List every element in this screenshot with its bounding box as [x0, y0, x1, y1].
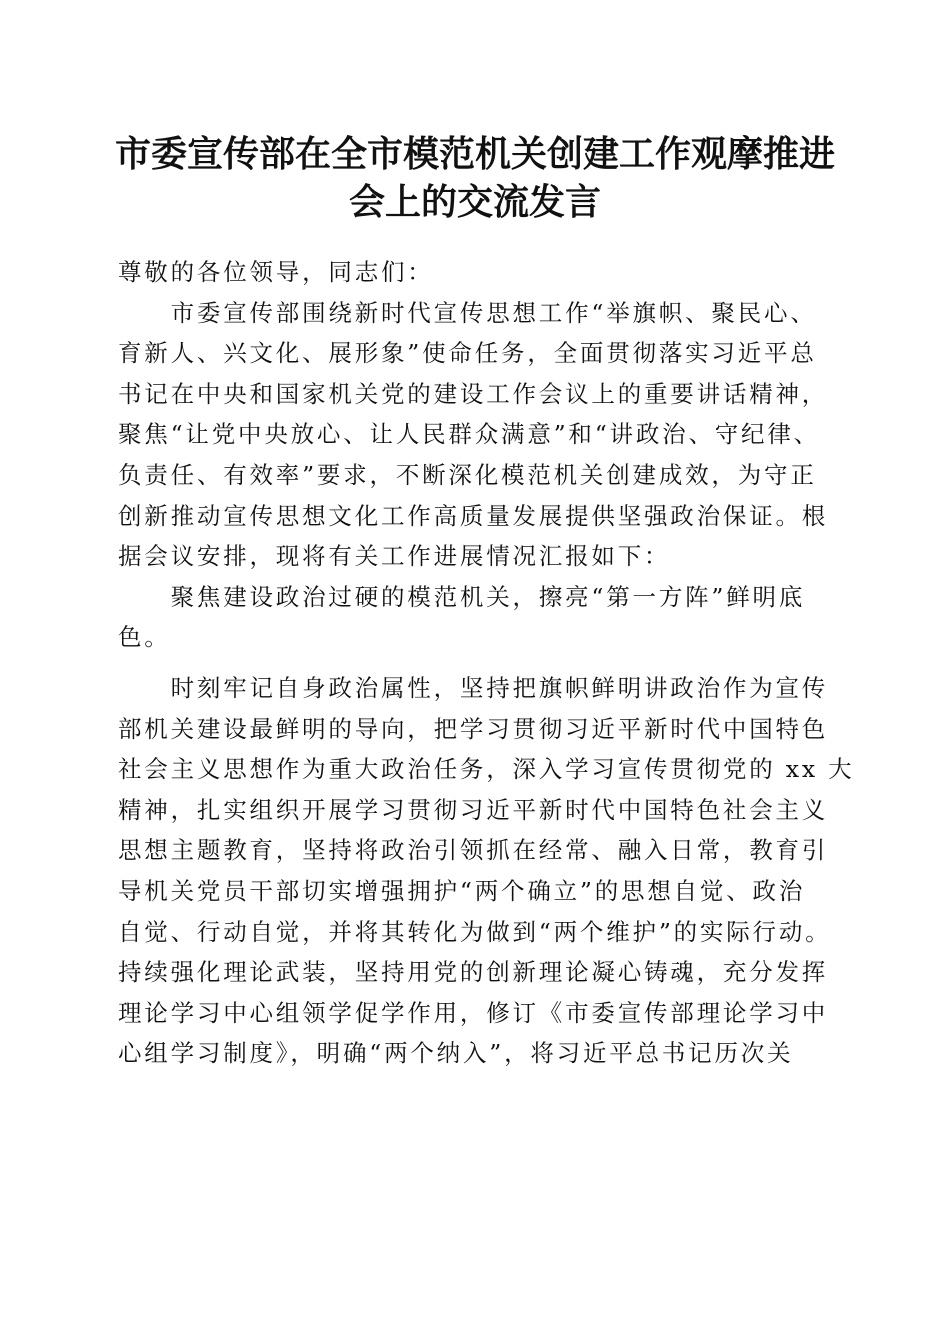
paragraph-line: 理论学习中心组领学促学作用，修订《市委宣传部理论学习中: [118, 998, 829, 1027]
salutation: 尊敬的各位领导，同志们：: [118, 258, 434, 286]
heading-line: 色。: [118, 623, 171, 652]
paragraph-line: 心组学习制度》，明确“两个纳入”，将习近平总书记历次关: [118, 1039, 794, 1068]
paragraph-line: 负责任、有效率”要求，不断深化模范机关创建成效，为守正: [118, 460, 817, 489]
section-heading: [118, 577, 838, 658]
paragraph-intro: [118, 293, 838, 577]
paragraph-line: 部机关建设最鲜明的导向，把学习贯彻习近平新时代中国特色: [118, 714, 829, 743]
paragraph-line: 时刻牢记自身政治属性，坚持把旗帜鲜明讲政治作为宣传: [118, 673, 829, 702]
paragraph-spacer: [118, 658, 838, 668]
paragraph-line: 创新推动宣传思想文化工作高质量发展提供坚强政治保证。根: [118, 501, 829, 530]
paragraph-political: [118, 668, 855, 1074]
paragraph-line: 据会议安排，现将有关工作进展情况汇报如下：: [118, 542, 671, 571]
paragraph-line: 精神，扎实组织开展学习贯彻习近平新时代中国特色社会主义: [118, 795, 829, 824]
document-title: [100, 130, 850, 226]
paragraph-line: 社会主义思想作为重大政治任务，深入学习宣传贯彻党的 xx 大: [118, 755, 855, 784]
paragraph-line: 市委宣传部围绕新时代宣传思想工作“举旗帜、聚民心、: [118, 298, 817, 327]
title-line-2: 会上的交流发言: [348, 181, 601, 223]
heading-line: 聚焦建设政治过硬的模范机关，擦亮“第一方阵”鲜明底: [118, 582, 806, 611]
paragraph-line: 育新人、兴文化、展形象”使命任务，全面贯彻落实习近平总: [118, 339, 817, 368]
paragraph-line: 导机关党员干部切实增强拥护“两个确立”的思想自觉、政治: [118, 876, 806, 905]
paragraph-line: 持续强化理论武装，坚持用党的创新理论凝心铸魂，充分发挥: [118, 958, 829, 987]
title-line-1: 市委宣传部在全市模范机关创建工作观摩推进: [114, 133, 835, 175]
paragraph-line: 书记在中央和国家机关党的建设工作会议上的重要讲话精神，: [118, 379, 829, 408]
paragraph-line: 自觉、行动自觉，并将其转化为做到“两个维护”的实际行动。: [118, 917, 832, 946]
document-body: [118, 252, 855, 1074]
paragraph-line: 聚焦“让党中央放心、让人民群众满意”和“讲政治、守纪律、: [118, 420, 820, 449]
paragraph-line: 思想主题教育，坚持将政治引领抓在经常、融入日常，教育引: [118, 836, 829, 865]
